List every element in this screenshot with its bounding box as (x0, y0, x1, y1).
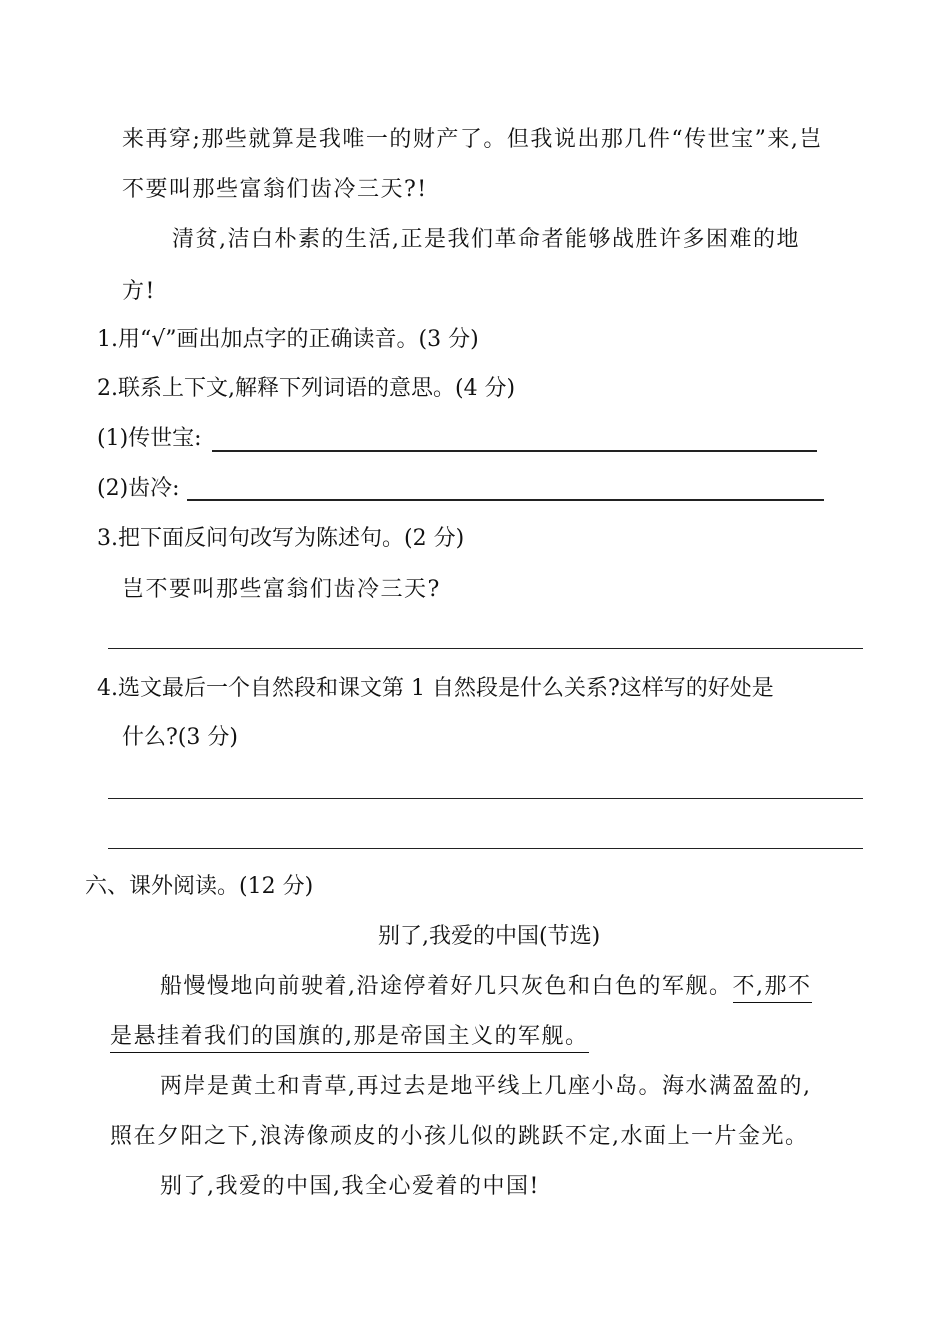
underlined-sentence: 不,那不 (733, 974, 812, 1003)
passage-line: 不要叫那些富翁们齿冷三天?! (122, 177, 428, 202)
question-3: 3.把下面反问句改写为陈述句。(2 分) (97, 526, 465, 551)
answer-line-4a[interactable] (108, 798, 863, 799)
question-2-item-2-label: (2)齿冷: (97, 476, 180, 501)
reading-title: 别了,我爱的中国(节选) (378, 924, 601, 949)
answer-line-3[interactable] (108, 648, 863, 649)
question-2-item-1-label: (1)传世宝: (97, 426, 202, 451)
reading-paragraph-3: 别了,我爱的中国,我全心爱着的中国! (160, 1174, 540, 1199)
question-2-item-2 (97, 474, 180, 504)
reading-line: 照在夕阳之下,浪涛像顽皮的小孩儿似的跳跃不定,水面上一片金光。 (110, 1124, 809, 1149)
question-4: 4.选文最后一个自然段和课文第 1 自然段是什么关系?这样写的好处是 (97, 676, 774, 701)
passage-paragraph: 清贫,洁白朴素的生活,正是我们革命者能够战胜许多困难的地 (172, 227, 800, 252)
passage-line: 方! (122, 279, 156, 304)
question-1: 1.用“√”画出加点字的正确读音。(3 分) (97, 327, 479, 352)
section-heading: 六、课外阅读。(12 分) (85, 874, 314, 899)
question-2: 2.联系上下文,解释下列词语的意思。(4 分) (97, 376, 516, 401)
reading-paragraph-2: 两岸是黄土和青草,再过去是地平线上几座小岛。海水满盈盈的, (160, 1074, 812, 1099)
reading-text: 船慢慢地向前驶着,沿途停着好几只灰色和白色的军舰。 (160, 974, 733, 999)
underlined-sentence: 是悬挂着我们的国旗的,那是帝国主义的军舰。 (110, 1024, 589, 1053)
passage-line: 来再穿;那些就算是我唯一的财产了。但我说出那几件“传世宝”来,岂 (122, 127, 823, 152)
answer-blank-2-2[interactable] (187, 499, 824, 501)
question-3-sentence: 岂不要叫那些富翁们齿冷三天? (122, 577, 441, 602)
reading-line (110, 1022, 589, 1052)
reading-paragraph-1 (160, 972, 812, 1002)
answer-line-4b[interactable] (108, 848, 863, 849)
question-4-continued: 什么?(3 分) (122, 725, 238, 750)
question-2-item-1 (97, 424, 202, 454)
answer-blank-2-1[interactable] (212, 450, 817, 452)
